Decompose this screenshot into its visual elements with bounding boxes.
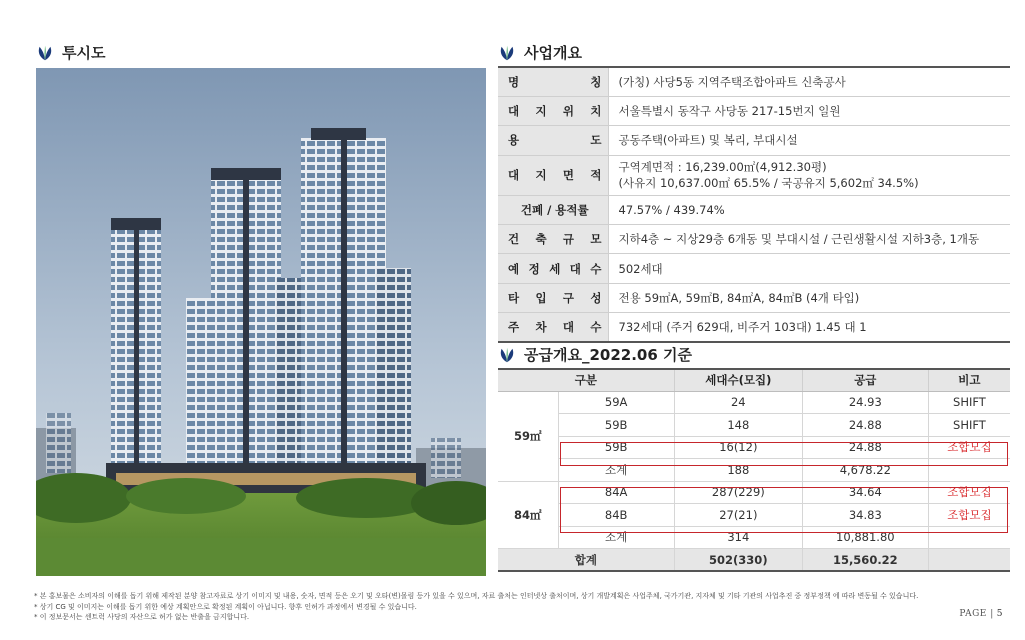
overview-key-char: 규 — [562, 232, 575, 247]
supply-table — [498, 368, 1010, 572]
type-cell: 84B — [558, 504, 674, 527]
overview-key-char: 수 — [590, 261, 602, 276]
total-note — [928, 549, 1010, 572]
subtotal-label: 소계 — [558, 526, 674, 549]
units-cell: 188 — [674, 459, 802, 482]
overview-value — [608, 67, 1010, 96]
total-label: 합계 — [498, 549, 674, 572]
overview-value — [608, 195, 1010, 224]
overview-key-char: 수 — [590, 320, 602, 335]
overview-key-char: 도 — [590, 133, 602, 148]
page-number-value: 5 — [996, 609, 1003, 619]
overview-key-char: 대 — [508, 168, 520, 183]
supply-title — [498, 344, 692, 365]
supply-cell: 34.64 — [802, 481, 928, 504]
type-cell: 59B — [558, 414, 674, 437]
overview-key — [498, 283, 608, 312]
page-label: PAGE — [959, 609, 987, 619]
units-cell: 16(12) — [674, 436, 802, 459]
total-units: 502(330) — [674, 549, 802, 572]
table-row — [498, 504, 1010, 527]
total-row — [498, 549, 1010, 572]
overview-key-char: 대 — [569, 261, 581, 276]
overview-value-line: (가칭) 사당5동 지역주택조합아파트 신축공사 — [618, 74, 846, 89]
supply-cell: 24.88 — [802, 436, 928, 459]
supply-cell: 10,881.80 — [802, 526, 928, 549]
overview-key-char: 축 — [535, 232, 547, 247]
overview-row — [498, 155, 1010, 195]
supply-title-text: 공급개요_2022.06 기준 — [524, 346, 692, 364]
overview-value-line: 502세대 — [618, 261, 663, 276]
overview-key-char: 예 — [508, 261, 520, 276]
overview-key — [498, 67, 608, 96]
footnote: * 이 정보문서는 센트럭 사당의 자산으로 허가 없는 반출을 금지합니다. — [34, 613, 250, 621]
overview-key — [498, 195, 608, 224]
note-cell: 조합모집 — [928, 436, 1010, 459]
overview-key-char: 적 — [590, 168, 602, 183]
overview-value-line: 732세대 (주거 629대, 비주거 103대) 1.45 대 1 — [618, 320, 867, 335]
note-cell: 조합모집 — [928, 481, 1010, 504]
header-supply: 공급 — [802, 369, 928, 391]
overview-key-char: 입 — [535, 291, 547, 306]
table-row — [498, 459, 1010, 482]
table-row — [498, 391, 1010, 414]
overview-key-char: 정 — [528, 261, 540, 276]
overview-value-line: 공동주택(아파트) 및 복리, 부대시설 — [618, 133, 798, 148]
overview-value — [608, 313, 1010, 342]
table-row — [498, 436, 1010, 459]
units-cell: 314 — [674, 526, 802, 549]
overview-key-char: 건폐 / 용적률 — [520, 202, 589, 217]
overview-key — [498, 96, 608, 125]
overview-value — [608, 96, 1010, 125]
overview-row — [498, 67, 1010, 96]
note-cell: SHIFT — [928, 391, 1010, 414]
overview-key-char: 명 — [508, 74, 520, 89]
type-cell: 59B — [558, 436, 674, 459]
overview-value — [608, 283, 1010, 312]
group-59: 59㎡ — [498, 391, 558, 481]
group-84: 84㎡ — [498, 481, 558, 549]
overview-key — [498, 254, 608, 283]
header-units: 세대수(모집) — [674, 369, 802, 391]
overview-title-text: 사업개요 — [524, 44, 582, 62]
overview-key-char: 타 — [508, 291, 520, 306]
type-cell: 84A — [558, 481, 674, 504]
leaf-icon — [498, 346, 516, 364]
overview-key-char: 칭 — [590, 74, 602, 89]
overview-key-char: 모 — [590, 232, 602, 247]
overview-key-char: 지 — [535, 168, 547, 183]
supply-cell: 24.93 — [802, 391, 928, 414]
type-cell: 59A — [558, 391, 674, 414]
supply-cell: 4,678.22 — [802, 459, 928, 482]
overview-key-char: 구 — [562, 291, 575, 306]
overview-key-char: 주 — [508, 320, 520, 335]
overview-row — [498, 283, 1010, 312]
overview-key-char: 건 — [508, 232, 520, 247]
overview-key-char: 세 — [549, 261, 561, 276]
overview-key-char: 성 — [590, 291, 602, 306]
overview-key-char: 면 — [562, 168, 575, 183]
overview-value-line: (사유지 10,637.00㎡ 65.5% / 국공유지 5,602㎡ 34.5%) — [618, 176, 919, 191]
overview-key-char: 위 — [562, 104, 575, 119]
overview-value-line: 전용 59㎡A, 59㎡B, 84㎡A, 84㎡B (4개 타입) — [618, 291, 860, 306]
overview-row — [498, 313, 1010, 342]
overview-key — [498, 313, 608, 342]
overview-value — [608, 225, 1010, 254]
note-cell — [928, 526, 1010, 549]
supply-cell: 24.88 — [802, 414, 928, 437]
leaf-icon — [498, 44, 516, 62]
footnotes — [34, 591, 918, 623]
header-category: 구분 — [498, 369, 674, 391]
overview-value — [608, 155, 1010, 195]
overview-value — [608, 254, 1010, 283]
overview-key-char: 차 — [535, 320, 547, 335]
overview-key-char: 대 — [508, 104, 520, 119]
overview-row — [498, 195, 1010, 224]
note-cell — [928, 459, 1010, 482]
page-number: PAGE | 5 — [959, 609, 1003, 619]
overview-row — [498, 96, 1010, 125]
overview-key — [498, 225, 608, 254]
overview-key — [498, 126, 608, 155]
overview-table — [498, 66, 1010, 343]
overview-key — [498, 155, 608, 195]
overview-row — [498, 126, 1010, 155]
perspective-title — [36, 42, 105, 63]
units-cell: 148 — [674, 414, 802, 437]
overview-value-line: 구역계면적 : 16,239.00㎡(4,912.30평) — [618, 160, 827, 175]
overview-row — [498, 254, 1010, 283]
overview-key-char: 치 — [590, 104, 602, 119]
note-cell: 조합모집 — [928, 504, 1010, 527]
table-row — [498, 526, 1010, 549]
note-cell: SHIFT — [928, 414, 1010, 437]
units-cell: 287(229) — [674, 481, 802, 504]
units-cell: 24 — [674, 391, 802, 414]
overview-key-char: 대 — [562, 320, 575, 335]
table-row — [498, 481, 1010, 504]
subtotal-label: 소계 — [558, 459, 674, 482]
total-supply: 15,560.22 — [802, 549, 928, 572]
supply-cell: 34.83 — [802, 504, 928, 527]
footnote: * 본 홍보물은 소비자의 이해를 돕기 위해 제작된 분양 참고자료로 상기 이미지 및 내용, 숫자, 면적 등은 오기 및 오타(변)몰림 등가 있을 수 있으며, 자료 출처는 인터넷상 출처이며, 상기 개발계획은 사업주체, 국가기관, 지자체 및 기타 기관의 사업추진 중 정부정책 에 따라 변동될 수 있습니다. — [34, 592, 919, 600]
overview-value-line: 지하4층 ~ 지상29층 6개동 및 부대시설 / 근린생활시설 지하3층, 1개동 — [618, 232, 980, 247]
perspective-title-text: 투시도 — [62, 44, 106, 62]
overview-value-line: 서울특별시 동작구 사당동 217-15번지 일원 — [618, 104, 841, 119]
overview-key-char: 지 — [535, 104, 547, 119]
overview-title — [498, 42, 582, 63]
overview-row — [498, 225, 1010, 254]
supply-header-row — [498, 369, 1010, 391]
overview-value-line: 47.57% / 439.74% — [618, 202, 725, 217]
overview-value — [608, 126, 1010, 155]
header-note: 비고 — [928, 369, 1010, 391]
leaf-icon — [36, 44, 54, 62]
footnote: * 상기 CG 및 이미지는 이해를 돕기 위한 예상 계획안으로 확정된 계획이 아닙니다. 향후 인허가 과정에서 변경될 수 있습니다. — [34, 602, 417, 611]
building-rendering — [36, 68, 486, 576]
table-row — [498, 414, 1010, 437]
units-cell: 27(21) — [674, 504, 802, 527]
overview-key-char: 용 — [508, 133, 520, 148]
